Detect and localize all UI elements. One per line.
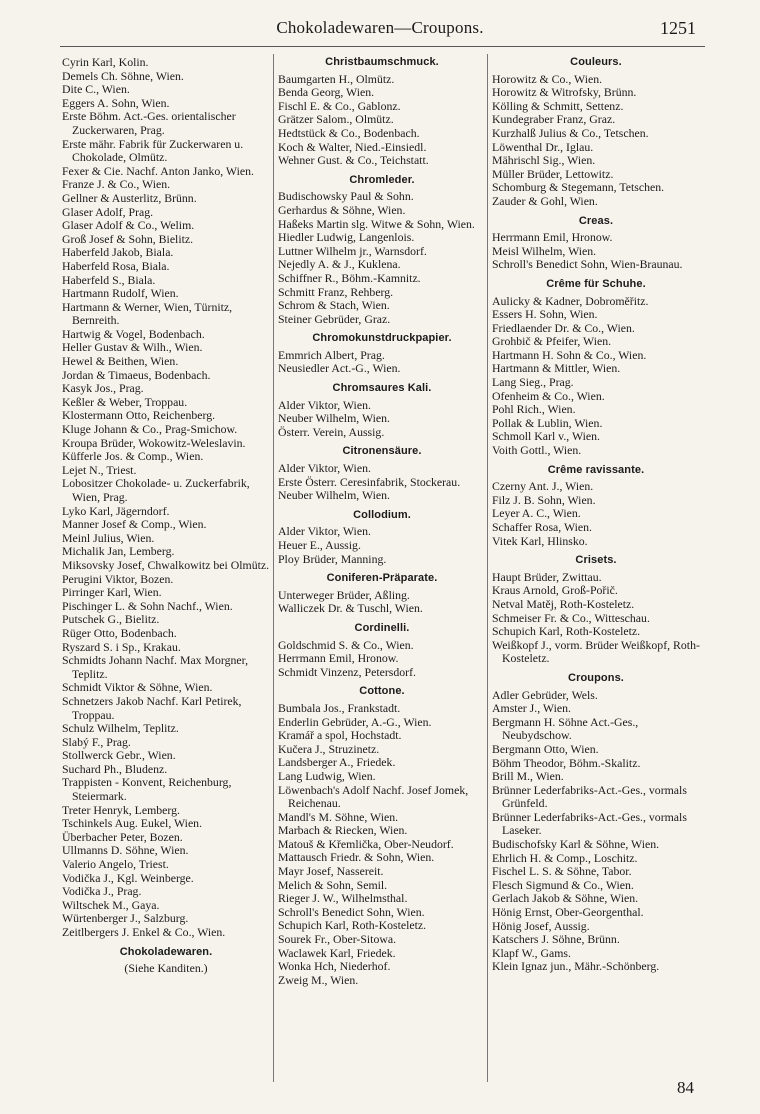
directory-entry: Erste Österr. Ceresinfabrik, Stockerau. — [278, 474, 461, 489]
directory-entry: Zauder & Gohl, Wien. — [492, 193, 598, 208]
directory-entry: Wehner Gust. & Co., Teichstatt. — [278, 153, 429, 168]
section-heading: Collodium. — [353, 508, 411, 521]
directory-entry: Pirringer Karl, Wien. — [62, 585, 162, 600]
directory-entry: Schiffner R., Böhm.-Kamnitz. — [278, 270, 421, 285]
directory-entry: Hartmann & Werner, Wien, Türnitz, Bernreith. — [62, 299, 233, 328]
directory-entry: Jordan & Timaeus, Bodenbach. — [62, 367, 211, 382]
directory-entry: Lyko Karl, Jägerndorf. — [62, 503, 170, 518]
directory-entry: Bumbala Jos., Frankstadt. — [278, 700, 401, 715]
directory-entry: Kasyk Jos., Prag. — [62, 381, 144, 396]
directory-entry: Lang Sieg., Prag. — [492, 375, 574, 390]
directory-entry: Schrom & Stach, Wien. — [278, 298, 390, 313]
directory-entry: Schmidt Viktor & Söhne, Wien. — [62, 680, 213, 695]
directory-entry: Matouš & Křemlička, Ober-Neudorf. — [278, 836, 454, 851]
directory-entry: Fexer & Cie. Nachf. Anton Janko, Wien. — [62, 163, 254, 178]
column-2 — [278, 56, 486, 1086]
directory-entry: Emmrich Albert, Prag. — [278, 347, 385, 362]
directory-entry: Brünner Lederfabriks-Act.-Ges., vormals Grünfeld. — [492, 782, 687, 811]
directory-entry: Brünner Lederfabriks-Act.-Ges., vormals Laseker. — [492, 809, 687, 838]
directory-entry: Schmitt Franz, Rehberg. — [278, 284, 394, 299]
directory-entry: Erste Böhm. Act.-Ges. orientalischer Zuckerwaren, Prag. — [62, 109, 236, 137]
directory-entry: Hartwig & Vogel, Bodenbach. — [62, 326, 205, 341]
directory-entry: Kluge Johann & Co., Prag-Smichow. — [62, 422, 238, 437]
page-header — [60, 18, 700, 40]
section-heading: Chromokunstdruckpapier. — [312, 332, 452, 345]
directory-entry: Ploy Brüder, Manning. — [278, 551, 387, 566]
directory-entry: Netval Matěj, Roth-Kosteletz. — [492, 596, 635, 611]
directory-entry: Tschinkels Aug. Eukel, Wien. — [62, 816, 203, 831]
directory-entry: Waclawek Karl, Friedek. — [278, 945, 396, 960]
directory-entry: Küfferle Jos. & Comp., Wien. — [62, 449, 204, 464]
directory-entry: Enderlin Gebrüder, A.-G., Wien. — [278, 714, 432, 729]
directory-entry: Klapf W., Gams. — [492, 945, 571, 960]
section-heading: Chokoladewaren. — [119, 945, 213, 958]
directory-entry: Schupich Karl, Roth-Kosteletz. — [492, 624, 641, 639]
directory-entry: Müller Brüder, Lettowitz. — [492, 166, 614, 181]
section-heading: Creas. — [578, 214, 614, 227]
directory-entry: Koch & Walter, Nied.-Einsiedl. — [278, 139, 427, 154]
directory-entry: Ullmanns D. Söhne, Wien. — [62, 843, 189, 858]
directory-entry: Schaffer Rosa, Wien. — [492, 520, 592, 534]
directory-entry: Hartmann & Mittler, Wien. — [492, 361, 621, 376]
directory-entry: Zweig M., Wien. — [278, 972, 359, 987]
directory-entry: Glaser Adolf, Prag. — [62, 204, 154, 219]
directory-entry: Kraus Arnold, Groß-Pořič. — [492, 583, 618, 598]
directory-entry: Gerhardus & Söhne, Wien. — [278, 202, 406, 217]
directory-entry: Überbacher Peter, Bozen. — [62, 829, 183, 844]
directory-entry: Neusiedler Act.-G., Wien. — [278, 361, 401, 376]
directory-entry: Vodička J., Kgl. Weinberge. — [62, 870, 194, 885]
directory-entry: Baumgarten H., Olmütz. — [278, 71, 395, 86]
directory-entry: Leyer A. C., Wien. — [492, 506, 581, 521]
directory-entry: Valerio Angelo, Triest. — [62, 857, 169, 872]
directory-entry: Czerny Ant. J., Wien. — [492, 479, 594, 494]
directory-entry: Rüger Otto, Bodenbach. — [62, 625, 177, 640]
section-heading: Crême für Schuhe. — [546, 277, 646, 290]
directory-entry: Schnetzers Jakob Nachf. Karl Petirek, Troppau. — [62, 693, 242, 722]
section-heading: Crisets. — [575, 554, 617, 567]
directory-entry: Marbach & Riecken, Wien. — [278, 823, 408, 838]
directory-entry: Suchard Ph., Bludenz. — [62, 761, 168, 776]
directory-entry: Pollak & Lublin, Wien. — [492, 415, 603, 430]
directory-entry: Slabý F., Prag. — [62, 734, 131, 749]
column-1 — [62, 56, 270, 1086]
directory-entry: Bergmann H. Söhne Act.-Ges., Neubydschow. — [492, 714, 639, 743]
directory-entry: Schmidt Vinzenz, Petersdorf. — [278, 664, 416, 679]
directory-entry: Neuber Wilhelm, Wien. — [278, 488, 390, 503]
directory-entry: Horowitz & Co., Wien. — [492, 71, 603, 86]
directory-entry: Schomburg & Stegemann, Tetschen. — [492, 180, 665, 195]
directory-entry: Mattausch Friedr. & Sohn, Wien. — [278, 850, 435, 865]
directory-entry: Benda Georg, Wien. — [278, 85, 375, 100]
directory-entry: Mährischl Sig., Wien. — [492, 153, 596, 168]
directory-entry: Lang Ludwig, Wien. — [278, 768, 376, 783]
directory-entry: Wiltschek M., Gaya. — [62, 897, 160, 912]
directory-entry: Michalik Jan, Lemberg. — [62, 544, 175, 559]
directory-entry: Schroll's Benedict Sohn, Wien-Braunau. — [492, 257, 683, 272]
directory-entry: Lejet N., Triest. — [62, 462, 137, 477]
directory-entry: Kučera J., Struzinetz. — [278, 741, 380, 756]
directory-entry: Amster J., Wien. — [492, 701, 571, 716]
directory-entry: Glaser Adolf & Co., Welim. — [62, 218, 195, 233]
section-heading: Crême ravissante. — [547, 463, 645, 476]
page-number: 1251 — [660, 18, 696, 38]
directory-entry: Budischowsky Paul & Sohn. — [278, 189, 414, 204]
directory-entry: Sourek Fr., Ober-Sitowa. — [278, 932, 397, 947]
directory-entry: Haberfeld S., Biala. — [62, 272, 156, 287]
directory-entry: Ofenheim & Co., Wien. — [492, 388, 605, 403]
directory-entry: Schroll's Benedict Sohn, Wien. — [278, 904, 425, 919]
directory-entry: Schmoll Karl v., Wien. — [492, 429, 600, 444]
directory-entry: Ehrlich H. & Comp., Loschitz. — [492, 850, 638, 865]
directory-entry: Löwenthal Dr., Iglau. — [492, 139, 594, 154]
directory-entry: Herrmann Emil, Hronow. — [278, 651, 399, 666]
directory-entry: Schulz Wilhelm, Teplitz. — [62, 721, 179, 736]
directory-entry: Luttner Wilhelm jr., Warnsdorf. — [278, 243, 427, 258]
directory-entry: Neuber Wilhelm, Wien. — [278, 411, 390, 426]
directory-entry: Hönig Ernst, Ober-Georgenthal. — [492, 905, 644, 920]
directory-entry: Vodička J., Prag. — [62, 884, 142, 899]
directory-entry: Haberfeld Rosa, Biala. — [62, 258, 170, 273]
directory-entry: Goldschmid S. & Co., Wien. — [278, 637, 414, 652]
directory-entry: Stollwerck Gebr., Wien. — [62, 748, 176, 763]
directory-entry: Keßler & Weber, Troppau. — [62, 394, 188, 409]
directory-entry: Hedtstück & Co., Bodenbach. — [278, 125, 420, 140]
directory-entry: Kölling & Schmitt, Settenz. — [492, 98, 624, 113]
directory-entry: Heuer E., Aussig. — [278, 538, 361, 552]
section-heading: Cottone. — [359, 685, 405, 698]
directory-entry: Nejedly A. & J., Kuklena. — [278, 257, 401, 272]
directory-entry: Alder Viktor, Wien. — [278, 397, 371, 412]
directory-entry: Adler Gebrüder, Wels. — [492, 687, 598, 702]
directory-entry: Bergmann Otto, Wien. — [492, 741, 599, 756]
directory-entry: Friedlaender Dr. & Co., Wien. — [492, 320, 635, 335]
directory-entry: Hartmann Rudolf, Wien. — [62, 286, 179, 301]
sheet-number: 84 — [677, 1078, 694, 1097]
directory-entry: Klostermann Otto, Reichenberg. — [62, 408, 216, 423]
directory-entry: Putschek G., Bielitz. — [62, 612, 160, 627]
directory-entry: Meisl Wilhelm, Wien. — [492, 243, 597, 258]
directory-entry: Unterweger Brüder, Aßling. — [278, 587, 410, 602]
directory-entry: Brill M., Wien. — [492, 769, 564, 784]
directory-entry: Gellner & Austerlitz, Brünn. — [62, 190, 197, 205]
directory-entry: Eggers A. Sohn, Wien. — [62, 95, 170, 110]
directory-entry: Hönig Josef, Aussig. — [492, 918, 590, 933]
directory-entry: Herrmann Emil, Hronow. — [492, 230, 613, 245]
directory-entry: Filz J. B. Sohn, Wien. — [492, 492, 596, 507]
directory-entry: Österr. Verein, Aussig. — [278, 424, 385, 439]
directory-entry: Essers H. Sohn, Wien. — [492, 307, 598, 322]
header-rule — [60, 46, 705, 47]
directory-entry: Aulicky & Kadner, Dobroměřitz. — [492, 293, 649, 308]
directory-entry: Böhm Theodor, Böhm.-Skalitz. — [492, 755, 641, 770]
section-heading: Chromleder. — [349, 173, 415, 186]
directory-entry: Grätzer Salom., Olmütz. — [278, 112, 394, 127]
directory-entry: Mayr Josef, Nassereit. — [278, 864, 384, 879]
directory-entry: Dite C., Wien. — [62, 82, 130, 97]
column-divider — [487, 54, 488, 1082]
directory-entry: Horowitz & Witrofsky, Brünn. — [492, 85, 637, 100]
column-divider — [273, 54, 274, 1082]
directory-entry: Löwenbach's Adolf Nachf. Josef Jomek, Reichenau. — [278, 782, 469, 811]
directory-entry: Cyrin Karl, Kolin. — [62, 56, 149, 69]
directory-entry: Steiner Gebrüder, Graz. — [278, 311, 391, 326]
directory-entry: Treter Henryk, Lemberg. — [62, 802, 180, 817]
directory-entry: Fischl E. & Co., Gablonz. — [278, 98, 401, 113]
directory-entry: Trappisten - Konvent, Reichenburg, Steiermark. — [62, 775, 232, 804]
section-heading: Chromsaures Kali. — [332, 382, 432, 395]
directory-entry: Pischinger L. & Sohn Nachf., Wien. — [62, 598, 233, 613]
directory-entry: Kramář a spol, Hochstadt. — [278, 728, 402, 743]
directory-entry: Rieger J. W., Wilhelmsthal. — [278, 891, 408, 906]
section-heading: Couleurs. — [570, 56, 622, 68]
directory-entry: Erste mähr. Fabrik für Zuckerwaren u. Chokolade, Olmütz. — [62, 136, 244, 165]
directory-entry: Franze J. & Co., Wien. — [62, 177, 171, 192]
directory-entry: Schupich Karl, Roth-Kosteletz. — [278, 918, 427, 933]
directory-entry: Meinl Julius, Wien. — [62, 530, 155, 545]
directory-entry: Walliczek Dr. & Tuschl, Wien. — [278, 601, 423, 616]
directory-entry: Haberfeld Jakob, Biala. — [62, 245, 174, 260]
section-heading: Christbaumschmuck. — [325, 56, 439, 68]
directory-entry: Vitek Karl, Hlinsko. — [492, 533, 588, 548]
section-note: (Siehe Kanditen.) — [124, 961, 208, 976]
page-title: Chokoladewaren—Croupons. — [276, 18, 484, 37]
directory-entry: Perugini Viktor, Bozen. — [62, 571, 174, 586]
section-heading: Coniferen-Präparate. — [326, 572, 438, 585]
directory-entry: Haupt Brüder, Zwittau. — [492, 569, 602, 584]
directory-entry: Ryszard S. i Sp., Krakau. — [62, 639, 181, 654]
directory-entry: Pohl Rich., Wien. — [492, 402, 576, 417]
directory-entry: Manner Josef & Comp., Wien. — [62, 517, 207, 532]
directory-entry: Katschers J. Söhne, Brünn. — [492, 932, 620, 947]
directory-entry: Klein Ignaz jun., Mähr.-Schönberg. — [492, 959, 660, 974]
directory-entry: Demels Ch. Söhne, Wien. — [62, 68, 184, 83]
directory-entry: Hewel & Beithen, Wien. — [62, 354, 179, 369]
directory-entry: Kurzhalß Julius & Co., Tetschen. — [492, 125, 649, 140]
directory-entry: Grohbič & Pfeifer, Wien. — [492, 334, 612, 349]
directory-entry: Flesch Sigmund & Co., Wien. — [492, 877, 634, 892]
directory-entry: Miksovsky Josef, Chwalkowitz bei Olmütz. — [62, 557, 270, 572]
directory-entry: Budischofsky Karl & Söhne, Wien. — [492, 837, 660, 852]
directory-entry: Kroupa Brüder, Wokowitz-Weleslavin. — [62, 435, 246, 450]
directory-entry: Haßeks Martin slg. Witwe & Sohn, Wien. — [278, 216, 475, 231]
directory-entry: Hiedler Ludwig, Langenlois. — [278, 230, 415, 245]
directory-entry: Landsberger A., Friedek. — [278, 755, 396, 770]
directory-entry: Fischel L. S. & Söhne, Tabor. — [492, 864, 632, 879]
section-heading: Cordinelli. — [354, 621, 410, 634]
directory-entry: Weißkopf J., vorm. Brüder Weißkopf, Roth-Kosteletz. — [492, 637, 700, 666]
directory-entry: Heller Gustav & Wilh., Wien. — [62, 340, 203, 355]
directory-entry: Groß Josef & Sohn, Bielitz. — [62, 231, 194, 246]
section-heading: Citronensäure. — [342, 445, 422, 458]
directory-entry: Alder Viktor, Wien. — [278, 524, 371, 539]
directory-entry: Gerlach Jakob & Söhne, Wien. — [492, 891, 639, 906]
column-3 — [492, 56, 700, 1086]
directory-entry: Alder Viktor, Wien. — [278, 461, 371, 476]
directory-entry: Zeitlbergers J. Enkel & Co., Wien. — [62, 925, 226, 939]
directory-entry: Hartmann H. Sohn & Co., Wien. — [492, 347, 647, 362]
directory-entry: Voith Gottl., Wien. — [492, 443, 582, 458]
directory-entry: Würtenberger J., Salzburg. — [62, 911, 189, 926]
section-heading: Croupons. — [568, 671, 624, 684]
directory-entry: Wonka Hch, Niederhof. — [278, 959, 391, 974]
directory-entry: Schmidts Johann Nachf. Max Morgner, Teplitz. — [62, 653, 249, 681]
directory-entry: Kundegraber Franz, Graz. — [492, 112, 616, 127]
directory-entry: Lobositzer Chokolade- u. Zuckerfabrik, Wien, Prag. — [62, 476, 250, 504]
directory-entry: Melich & Sohn, Semil. — [278, 877, 388, 892]
directory-entry: Schmeiser Fr. & Co., Witteschau. — [492, 610, 650, 625]
directory-entry: Mandl's M. Söhne, Wien. — [278, 809, 399, 824]
